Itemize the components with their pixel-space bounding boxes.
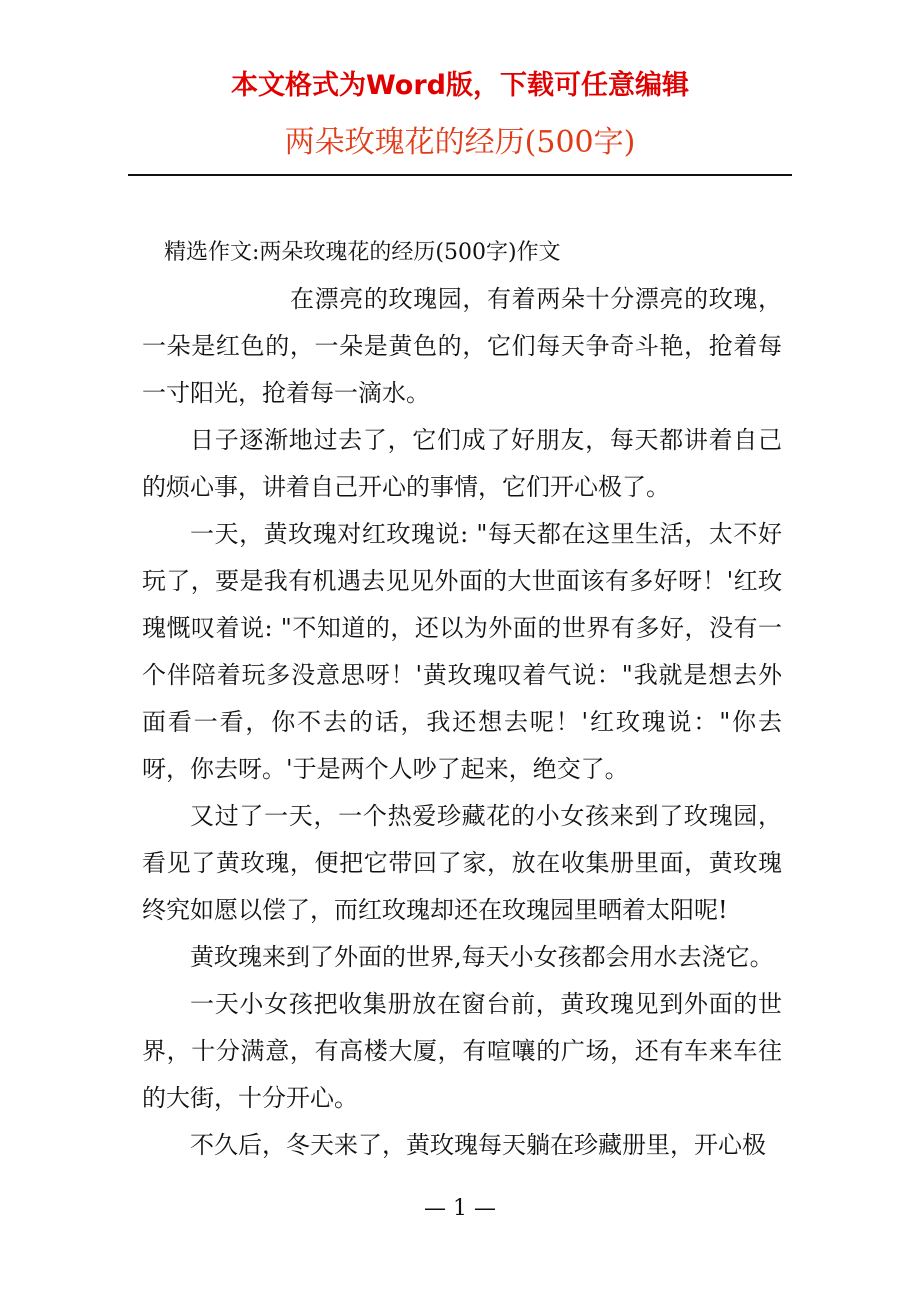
title-divider <box>128 174 792 176</box>
article-paragraph: 黄玫瑰来到了外面的世界,每天小女孩都会用水去浇它。 <box>190 943 774 971</box>
format-notice-banner: 本文格式为Word版，下载可任意编辑 <box>230 70 689 101</box>
article-body <box>142 230 782 1169</box>
article-paragraph: 一天，黄玫瑰对红玫瑰说: "每天都在这里生活，太不好玩了，要是我有机遇去见见外面的大世面该有多好呀！'红玫瑰慨叹着说: "不知道的，还以为外面的世界有多好，没有一个伴陪着玩多没意思呀！'黄玫瑰叹着气说："我就是想去外面看一看，你不去的话，我还想去呢！'红玫瑰说："你去呀，你去呀。'于是两个人吵了起来，绝交了。 <box>142 520 782 783</box>
document-title: 两朵玫瑰花的经历(500字) <box>284 125 636 160</box>
article-paragraph: 不久后，冬天来了，黄玫瑰每天躺在珍藏册里，开心极 <box>190 1131 766 1159</box>
page-number: — 1 — <box>424 1196 496 1221</box>
article-paragraph: 日子逐渐地过去了，它们成了好朋友，每天都讲着自己的烦心事，讲着自己开心的事情，它们开心极了。 <box>142 426 782 501</box>
article-subtitle: 精选作文:两朵玫瑰花的经历(500字)作文 <box>164 240 561 265</box>
article-paragraph: 在漂亮的玫瑰园，有着两朵十分漂亮的玫瑰，一朵是红色的，一朵是黄色的，它们每天争奇斗艳，抢着每一寸阳光，抢着每一滴水。 <box>142 285 782 407</box>
article-paragraph: 又过了一天，一个热爱珍藏花的小女孩来到了玫瑰园，看见了黄玫瑰，便把它带回了家，放在收集册里面，黄玫瑰终究如愿以偿了，而红玫瑰却还在玫瑰园里晒着太阳呢! <box>142 802 782 924</box>
article-paragraph: 一天小女孩把收集册放在窗台前，黄玫瑰见到外面的世界，十分满意，有高楼大厦，有喧嚷的广场，还有车来车往的大街，十分开心。 <box>142 990 782 1112</box>
